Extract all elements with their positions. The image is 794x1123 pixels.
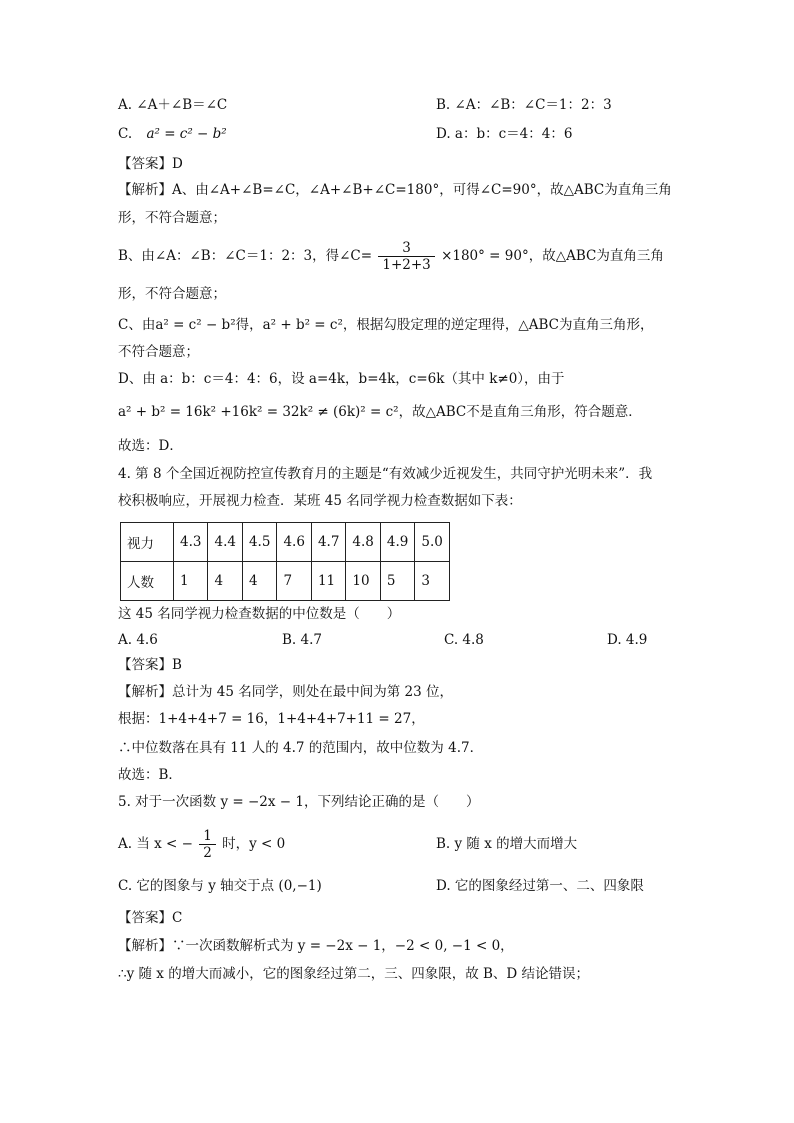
q5-option-c: C. 它的图象与 y 轴交于点 (0,−1) [118, 878, 322, 894]
q5-option-d: D. 它的图象经过第一、二、四象限 [436, 878, 644, 894]
count-row [121, 562, 450, 601]
vision-cell: 4.6 [277, 523, 311, 562]
q3-option-b: B. ∠A：∠B：∠C＝1：2：3 [436, 97, 612, 113]
q4-explain-line2: 根据：1+4+4+7 = 16，1+4+4+7+11 = 27， [118, 711, 425, 727]
vision-cell: 4.4 [208, 523, 242, 562]
q3-explain-line7: D、由 a：b：c＝4：4：6，设 a=4k，b=4k，c=6k（其中 k≠0），由于 [118, 371, 565, 387]
q3-explain-line8: a² + b² = 16k² +16k² = 32k² ≠ (6k)² = c²，故△ABC不是直角三角形，符合题意． [118, 404, 642, 420]
q3-option-a: A. ∠A＋∠B＝∠C [118, 97, 228, 113]
q5-fraction [199, 828, 216, 861]
count-cell: 4 [208, 562, 242, 601]
count-cell: 3 [415, 562, 449, 601]
q5-fraction-numerator: 1 [199, 828, 216, 845]
q4-final: 故选：B． [118, 767, 182, 783]
q4-stem-line1: 4. 第 8 个全国近视防控宣传教育月的主题是“有效减少近视发生，共同守护光明未来”．我 [118, 466, 653, 482]
q4-option-c: C. 4.8 [444, 632, 484, 648]
q5-option-a-pre: A. 当 x < − [118, 836, 193, 852]
count-row-header: 人数 [121, 562, 174, 601]
vision-cell: 4.8 [346, 523, 380, 562]
q3-explain-line6: 不符合题意； [118, 344, 199, 360]
q4-option-b: B. 4.7 [282, 632, 322, 648]
vision-cell: 4.7 [311, 523, 345, 562]
q3-fraction-numerator: 3 [378, 240, 434, 257]
vision-cell: 4.3 [174, 523, 208, 562]
q3-final: 故选：D． [118, 438, 183, 454]
q3-explain-line3-pre: B、由∠A：∠B：∠C＝1：2：3，得∠C= [118, 248, 373, 264]
count-cell: 4 [242, 562, 276, 601]
q5-stem: 5. 对于一次函数 y = −2x − 1，下列结论正确的是（ ） [118, 794, 480, 810]
q3-fraction-denominator: 1+2+3 [382, 257, 431, 273]
vision-cell: 4.9 [380, 523, 414, 562]
vision-cell: 5.0 [415, 523, 449, 562]
q3-fraction [378, 240, 434, 273]
count-cell: 11 [311, 562, 345, 601]
q5-explain-line1: 【解析】∵一次函数解析式为 y = −2x − 1，−2 < 0, −1 < 0， [118, 938, 514, 954]
q3-option-c-math: a² = c² − b² [146, 126, 227, 142]
count-cell: 1 [174, 562, 208, 601]
q3-explain-line3 [118, 240, 664, 273]
q4-answer: 【答案】B [118, 657, 182, 673]
q4-option-d: D. 4.9 [607, 632, 648, 648]
vision-table [120, 522, 450, 601]
q3-explain-line3-post: ×180° = 90°，故△ABC为直角三角 [441, 248, 664, 264]
vision-row [121, 523, 450, 562]
q4-option-a: A. 4.6 [118, 632, 158, 648]
q5-option-a-post: 时，y < 0 [222, 836, 286, 852]
q3-answer: 【答案】D [118, 156, 183, 172]
q4-explain-line3: ∴中位数落在具有 11 人的 4.7 的范围内，故中位数为 4.7． [118, 740, 484, 756]
q3-explain-line1: 【解析】A、由∠A+∠B=∠C，∠A+∠B+∠C=180°，可得∠C=90°，故△ABC为直角三角 [118, 182, 672, 198]
q5-option-a [118, 828, 285, 861]
count-cell: 7 [277, 562, 311, 601]
vision-cell: 4.5 [242, 523, 276, 562]
q5-answer: 【答案】C [118, 910, 183, 926]
q3-option-d: D. a：b：c＝4：4：6 [436, 126, 573, 142]
q4-question: 这 45 名同学视力检查数据的中位数是（ ） [118, 606, 401, 622]
q3-explain-line5: C、由a² = c² − b²得，a² + b² = c²，根据勾股定理的逆定理得，△ABC为直角三角形， [118, 317, 654, 333]
vision-row-header: 视力 [121, 523, 174, 562]
q5-option-b: B. y 随 x 的增大而增大 [436, 836, 578, 852]
count-cell: 10 [346, 562, 380, 601]
q3-explain-line2: 形，不符合题意； [118, 210, 226, 226]
q3-option-c-label: C. [118, 126, 133, 142]
q5-fraction-denominator: 2 [203, 845, 212, 861]
q3-option-c [118, 124, 227, 144]
q5-explain-line2: ∴y 随 x 的增大而减小，它的图象经过第二，三、四象限，故 B、D 结论错误； [118, 966, 590, 982]
q3-explain-line4: 形，不符合题意； [118, 286, 226, 302]
q4-explain-line1: 【解析】总计为 45 名同学，则处在最中间为第 23 位， [118, 684, 454, 700]
count-cell: 5 [380, 562, 414, 601]
q4-stem-line2: 校积极响应，开展视力检查．某班 45 名同学视力检查数据如下表： [118, 493, 522, 509]
